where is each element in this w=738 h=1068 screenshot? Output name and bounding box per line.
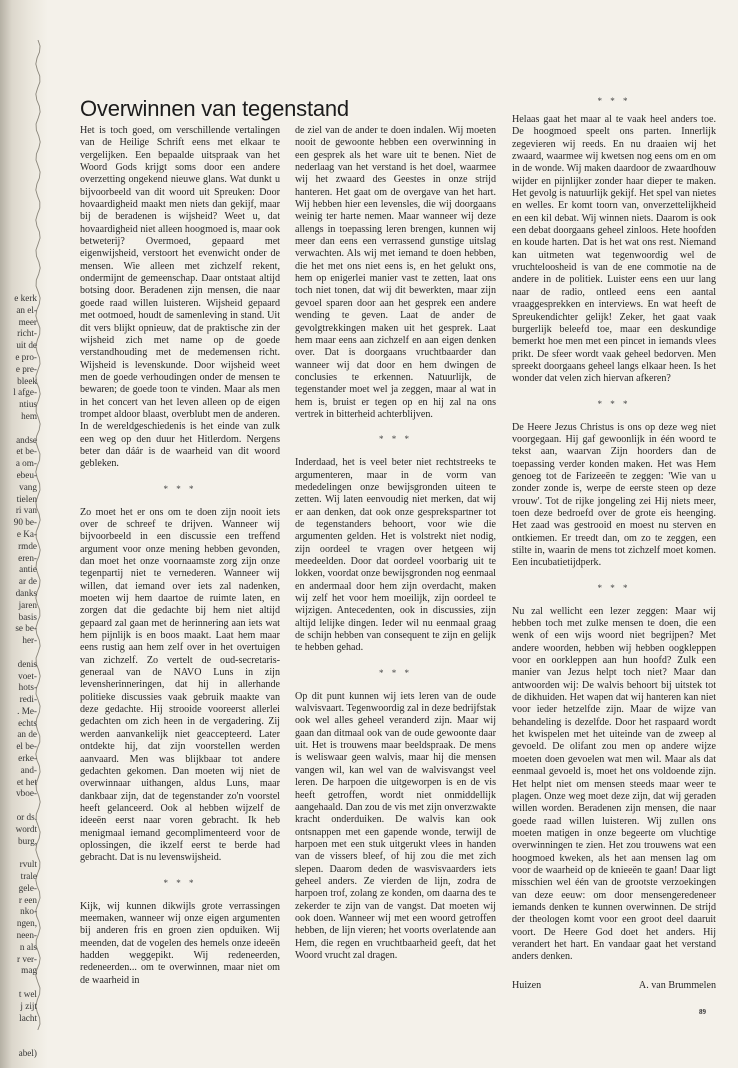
previous-page-line: vboe- <box>16 788 37 799</box>
previous-page-line: burg, <box>18 835 37 846</box>
section-separator: * * * <box>379 667 412 678</box>
previous-page-line: an de <box>17 729 37 740</box>
previous-page-line: antie <box>19 564 37 575</box>
previous-page-line: se be- <box>15 623 37 634</box>
previous-page-line: or ds. <box>16 812 37 823</box>
previous-page-line <box>0 423 37 435</box>
previous-page-line: e pro- <box>15 351 37 362</box>
previous-page-fragments <box>0 293 37 1060</box>
previous-page-line: ri van <box>15 505 37 516</box>
previous-page-line <box>0 647 37 659</box>
paragraph: de ziel van de ander te doen indalen. Wij moeten nooit de gewoonte hebben een overwinning in een gesprek als het ware uit te benen. Niet de nederlaag van het verstand is het doel, waarmee wij het zwaard des Geestes in onze strijd hanteren. Het gaat om de overgave van het hart. Wij hebben hier een levensles, die wij doorgaans weinig ter harte nemen. Maar wanneer wij deze allengs in toepassing leren brengen, kunnen wij meer dan eens een verrassend gunstige uitslag verwachten. Als wij met iemand te doen hebben, die het met ons niet eens is, en het gelukt ons, hem op enigerlei manier vast te zetten, laat ons toch niet tonen, dat wij dit bewerkten, maar zijn gevoel sparen door aan het gesprek een andere wending te geven. Laat de ander de gevolgtrekkingen maken uit het gesprek. Laat hem maar eens aan zichzelf en aan eigen denken over. Dat is doorgaans vruchtbaarder dan wanneer wij dat door en hem dwingen de conclusies te erkennen. Natuurlijk, de tegenstander moet wel ja zeggen, maar al wat in hem is, bruist er tegen op en hij zal na ons vertrek in bitterheid achterblijven. <box>295 125 496 420</box>
section-separator: * * * <box>163 483 197 494</box>
previous-page-line: neen- <box>16 930 37 941</box>
section-separator: * * * <box>597 398 631 409</box>
signature-place: Huizen <box>512 979 542 991</box>
previous-page-line: meer <box>18 316 37 327</box>
previous-page-line: andse <box>16 434 37 445</box>
previous-page-line: gele- <box>18 882 37 893</box>
previous-page-line: voet- <box>18 670 37 681</box>
article-column-3 <box>512 96 716 992</box>
previous-page-line: el be- <box>16 741 37 752</box>
previous-page-line: rmde <box>18 540 37 551</box>
paragraph: Zo moet het er ons om te doen zijn nooit iets over de schreef te drijven. Wanneer wij bijvoorbeeld in een discussie een treffend argument voor onze mening hebben gevonden, dan moet het onze voornaamste zorg zijn onze tegenpartij niet te vernederen. Wanneer wij willen, dat iemand over iets zal nadenken, moeten wij hem daartoe de ruimte laten, en zorgen dat die gedachte bij hem niet altijd gepaard zal gaan met de herinnering aan iets wat hem pijnlijk is en boos maakt. Laat hem maar eens rustig aan hem zelf over in het overtuigen van zichzelf. Zo vertelt de oud-secretaris-generaal van de NAVO Luns in zijn levensherinneringen, dat hij in allerhande politieke discussies vaak gebruik maakte van deze gedachte. Hij strooide vooreerst allerlei gedachten om zich heen in de vergadering. Zij werden aanvankelijk niet geaccepteerd. Later ontdekte hij, dat zijn voorstellen werden aanvaard. Men was blijkbaar tot andere gedachten gekomen. Dan moeten wij niet de overwinnaar uithangen, aldus Luns, maar dankbaar zijn, dat de tegenstander zo'n voorstel heeft gelanceerd. Ook al hebben wijzelf de ideeën eerst naar voren gebracht. Ik heb menigmaal iemand gecomplimenteerd voor de oplossingen, die ikzelf eerst te berde had gebracht. Dat is nu levenswijsheid. <box>80 506 280 864</box>
previous-page-line: denis <box>17 658 37 669</box>
page-number: 89 <box>699 1008 706 1016</box>
paragraph: Het is toch goed, om verschillende vertalingen van de Heilige Schrift eens met elkaar te vergelijken. Een bepaalde uitspraak van het Woord Gods krijgt soms door een andere overzetting ongekend nieuwe glans. Wat dunkt u bijvoorbeeld van dit woord uit Spreuken: Door hovaardigheid maakt men niets dan gekijf, maar bij de beradenen is wijsheid? Weet u, dat hovaardigheid niet alleen hoogmoed is, maar ook betweterij? Overmoed, gepaard met eigenwijsheid, verstoort het evenwicht onder de mensen. Wie alleen met zichzelf rekent, ondermijnt de gemeenschap. Daar ontstaat altijd botsing door. Beradenen zijn mensen, die naar goede raad willen luisteren. Wijsheid gepaard met ootmoed, houdt de samenleving in stand. Uit dit vers blijkt opnieuw, dat de praktische zin der wijsheid zich met name op de goede verstandhouding met de medemensen richt. Wijsheid is levenskunde. Door wijsheid weet men de goede verhoudingen onder de mensen te bewaren; de goede toon te vinden. Maar als men in het concert van het leven alleen op de eigen trompet aldoor blaast, overblubt men de anderen. In de wereldgeschiedenis is het einde van zulk een weg op den duur het Hitlerdom. Nergens beter dan dáár is de waarheid van dit woord gebleken. <box>80 125 280 470</box>
previous-page-line <box>0 847 37 859</box>
previous-page-line: richt- <box>17 328 37 339</box>
previous-page-line: uit de <box>16 340 37 351</box>
section-separator: * * * <box>597 96 631 106</box>
previous-page-line: echts <box>18 717 37 728</box>
previous-page-line: n als <box>19 941 37 952</box>
previous-page-line: lacht <box>19 1012 37 1023</box>
previous-page-line: ntius <box>19 399 37 410</box>
article-title: Overwinnen van tegenstand <box>80 96 349 121</box>
previous-page-line: 90 be- <box>13 517 37 528</box>
previous-page-line: an el- <box>16 304 37 315</box>
previous-page-line: r een <box>18 894 37 905</box>
paragraph: Nu zal wellicht een lezer zeggen: Maar wij hebben toch met zulke mensen te doen, die een wenk of een wijs woord niet begrijpen? Met andere woorden, hebben wij hebben oogkleppen voor en oorkleppen aan hun hoofd? Zulk een manier van Jezus helpt toch niet? Maar dan antwoorden wij: De walvis behoort bij uitstek tot de dikhuiden. Het wapen dat wij hanteren kan niet voor ieder hetzelfde zijn. Maar de wijze van behandeling is dezelfde. Door het raspaard wordt het kwispelen met het uiteinde van de zweep al gevoeld. De olifant zou men op andere wijze moeten doen gevoelen wat men wil. Maar als dat eenmaal gevoeld is, moet het ons voldoende zijn. Het helpt niet om mensen steeds maar weer te plagen. Onze weg moet deze zijn, dat wij geraden willen worden. Beradenen zijn mensen, die naar goede raad willen luisteren. Wij zullen ons moeten matigen in onze begeerte om vluchtige overwinningen te zien. Het zou trouwens wat een hoogmoed kweken, als het aan mensen lag om voor de waarheid op de knieeën te gaan! Daar ligt misschien wel één van de grootste verzoekingen van deze eeuw: om door mensengeredeneer iemands denken te kunnen overwinnen. De strijd der theologen komt voor een groot deel daaruit voort. De Heere God doet het anders. Hij verandert het hart. En vandaar gaat het verstand anders denken. <box>512 605 716 963</box>
previous-page-line <box>0 1036 37 1048</box>
previous-page-line: j zijt <box>20 1000 37 1011</box>
previous-page-line: redi- <box>19 694 37 705</box>
previous-page-line: l afge- <box>13 387 37 398</box>
previous-page-line: e kerk <box>14 293 37 303</box>
previous-page-line: hem <box>21 410 37 421</box>
previous-page-line: t wel <box>18 989 37 1000</box>
previous-page-line: r ver- <box>17 953 37 964</box>
paragraph: De Heere Jezus Christus is ons op deze weg niet voorgegaan. Hij gaf gewoonlijk in één woord te tekst aan, waarvan Zijn hoorders dan de toepassing verder konden maken. Het was Hem genoeg tot de Farizeeën te zeggen: 'Wie van u zonder zonde is, werpe de eerste steen op deze vrouw'. Tot de rijke jongeling zei Hij niets meer, toen deze bedroefd over de grote eis heenging. Het zaad was gestrooid en moest nu sterven en ontkiemen. Er treedt dan, om zo te zeggen, een stilte in, waarin de mens tot zichzelf moet komen. Een incubatietijdperk. <box>512 421 716 569</box>
previous-page-line: ar de <box>18 576 37 587</box>
previous-page-line: e pre- <box>15 363 37 374</box>
previous-page-line: et be- <box>16 446 37 457</box>
previous-page-line: mag <box>21 965 37 976</box>
previous-page-line: trale <box>20 871 37 882</box>
previous-page-line: erke- <box>18 753 37 764</box>
previous-page-line: nko- <box>20 906 37 917</box>
previous-page-line: et het <box>16 776 37 787</box>
article-column-1 <box>80 125 280 987</box>
section-separator: * * * <box>163 877 197 888</box>
previous-page-line: eren- <box>18 552 37 563</box>
previous-page-line: vang <box>19 481 37 492</box>
paragraph: Inderdaad, het is veel beter niet rechtstreeks te argumenteren, maar in de vorm van mededelingen onze bewijsgronden uiteen te zetten. Wij laten eenvoudig niet merken, dat wij er aan denken, dat ook onze gesprekspartner tot de tegenstanders behoort, voor wie die argumenten gelden. Het is volstrekt niet nodig, zijn oordeel te vragen over hetgeen wij meedeelden. Door dat oordeel voorbarig uit te lokken, voordat onze bewijsgronden nog eenmaal en andermaal door hem zijn overdacht, maken wij zelf het voor hem moeilijk, zijn oordeel te wijzigen. Antecedenten, ook in discussies, zijn altijd lelijke dingen. Ieder wil nu eenmaal graag de schijn hebben van consequent te zijn en gelijk te hebben gehad. <box>295 457 496 654</box>
paragraph: Kijk, wij kunnen dikwijls grote verrassingen meemaken, wanneer wij onze eigen argumenten bij anderen fris en groen zien opduiken. Wij meenden, dat de vogelen des hemels onze ideeën hadden weggepikt. Wij redeneerden, redeneerden... om te overwinnen, maar niet om de waarheid in <box>80 900 280 986</box>
previous-page-line: a om- <box>15 458 37 469</box>
previous-page-line: tielen <box>16 493 37 504</box>
previous-page-line: . Me- <box>17 705 37 716</box>
signature-author: A. van Brummelen <box>638 979 716 991</box>
previous-page-line: her- <box>22 635 37 646</box>
paragraph: Helaas gaat het maar al te vaak heel anders toe. De hoogmoed speelt ons parten. Innerlijk zegevieren wij reeds. En nu draaien wij het zwaard, waarmee wij kwetsen nog eens om en om in de wonde. Wij maken daardoor de zwaardhouw wijder en pijnlijker zonder haar dieper te maken. Het gevolg is natuurlijk gekijf. Het spel van nietes en welles. Er komt toorn van, onverzettelijkheid en een kil debat. Wij winnen niets. Daarom is ook een debat doorgaans geheel zinloos. Hete hoofden en koude harten. Dat is het wat ons rest. Niemand kan uitmeten wat tegenwoordig wel de vruchteloosheid is van de ene commotie na de andere in de politiek. Luister eens een uur lang naar de radio, ontleed eens een aantal vraaggesprekken en interviews. En wat heeft de Spreukendichter gelijk! Zeker, het gaat vaak burgerlijk beleefd toe, maar een deskundige bemerkt hoe men met een pincet in iemands vlees prikt. De sfeer wordt vaak geheel bedorven. Men spreekt doorgaans geheel langs elkaar heen. Is het wonder dat velen zich hiervan afkeren? <box>512 114 716 385</box>
previous-page-line: basis <box>18 611 37 622</box>
signature <box>512 980 716 992</box>
previous-page-line: bleek <box>17 375 37 386</box>
previous-page-line: rvult <box>19 859 37 870</box>
previous-page-line <box>0 800 37 812</box>
previous-page-line: danks <box>15 587 37 598</box>
previous-page-line: wordt <box>15 823 37 834</box>
previous-page-line: jaren <box>18 599 37 610</box>
previous-page-line: ebeu- <box>16 469 37 480</box>
section-separator: * * * <box>597 582 631 593</box>
previous-page-line <box>0 977 37 989</box>
previous-page-line: ngen, <box>16 918 37 929</box>
article-column-2 <box>295 125 496 962</box>
previous-page-line: hots- <box>18 682 37 693</box>
paragraph: Op dit punt kunnen wij iets leren van de oude walvisvaart. Tegenwoordig zal in deze bedrijfstak ook wel alles geheel veranderd zijn. Maar wij gaan dan ditmaal ook van de oude gewoonte daar uit. Het is trouwens maar beeldspraak. De mens is weliswaar geen walvis, maar hij die mensen vangen wil, kan wel van de walvisvangst veel leren. De harpoen die uitgeworpen is en de vis heeft getroffen, wordt niet onmiddellijk aangehaald. Dan zou de vis met zijn onverzwakte kracht onderduiken. De walvis kan ook ontsnappen met een gapende wonde, terwijl de harpoen met een stuk uitgerukt vlees in handen van de vissers bleef, of hij zou die met zich slepen. Daarom deden de wasvisvaarders iets geheel anders. Ze vierden de lijn, zodra de harpoen trof, zolang ze konden, om daarna des te zekerder te zijn van de vangst. Dat moeten wij ook doen. Wanneer wij met een woord getroffen hebben, de lijn vieren; het voorts overlatende aan Hem, die regen en vruchtbaarheid geeft, dat het Woord vrucht zal dragen. <box>295 690 496 961</box>
previous-page-line <box>0 1024 37 1036</box>
previous-page-line: abel) <box>18 1048 37 1058</box>
previous-page-line: and- <box>20 764 37 775</box>
section-separator: * * * <box>379 434 412 445</box>
previous-page-line: e Ka- <box>16 528 37 539</box>
